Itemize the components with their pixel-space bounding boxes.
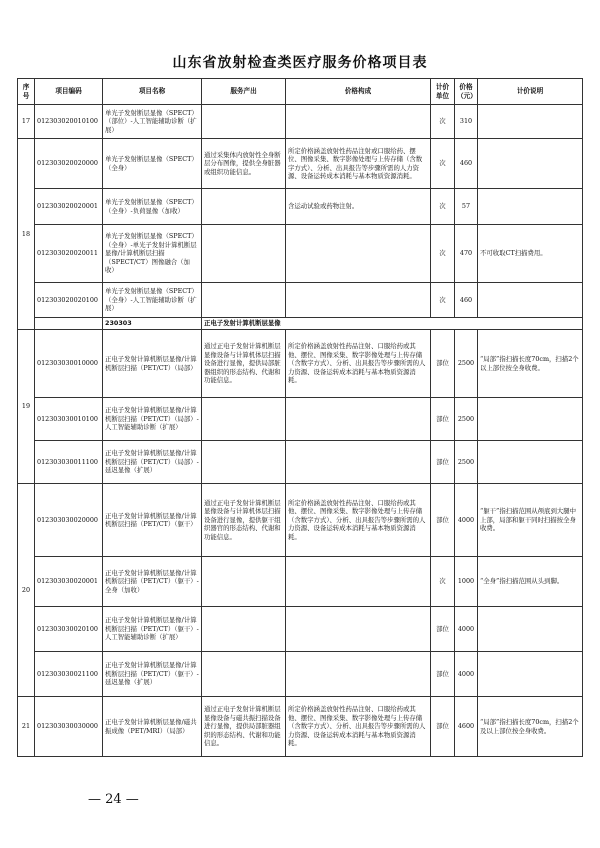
cell-output: 通过正电子发射计算机断层显像设备与计算机体层扫描设备进行显像，提供局部脏器组织的形态结构、代谢和功能信息。 — [202, 330, 286, 398]
cell-note — [478, 283, 583, 318]
cell-composition — [286, 225, 431, 283]
cell-price: 460 — [455, 139, 478, 189]
table-row — [18, 607, 583, 652]
cell-output — [202, 441, 286, 484]
cell-output — [202, 189, 286, 225]
cell-unit: 部位 — [431, 652, 455, 697]
table-row — [18, 484, 583, 557]
table-row — [18, 330, 583, 398]
cell-unit: 部位 — [431, 607, 455, 652]
cell-price: 4000 — [455, 607, 478, 652]
cell-code: 012303030011100 — [35, 441, 103, 484]
header-seq: 序号 — [18, 79, 35, 105]
cell-name: 正电子发射计算机断层显像/计算机断层扫描（PET/CT）（局部）-人工智能辅助诊断（扩展） — [103, 398, 202, 441]
cell-composition — [286, 441, 431, 484]
section-title: 正电子发射计算机断层显像 — [202, 318, 583, 330]
cell-unit: 部位 — [431, 330, 455, 398]
table-row — [18, 283, 583, 318]
cell-seq: 17 — [18, 105, 35, 139]
cell-code: 012303030020100 — [35, 607, 103, 652]
cell-name: 单光子发射断层显像（SPECT）（全身）-单光子发射计算机断层显像/计算机断层扫描（SPECT/CT）图像融合（加收） — [103, 225, 202, 283]
cell-note: “躯干”指扫描范围从颅底到大腿中上部，局部和躯干同时扫描按全身收费。 — [478, 484, 583, 557]
cell-note — [478, 652, 583, 697]
cell-price: 4000 — [455, 652, 478, 697]
cell-output: 通过正电子发射计算机断层显像设备与计算机体层扫描设备进行显像，提供躯干组织器官的形态结构、代谢和功能信息。 — [202, 484, 286, 557]
section-row — [18, 318, 583, 330]
cell-composition: 所定价格涵盖放射性药品注射、口服给药或其他、摆位、图像采集、数字影像处理与上传存储（含数字方式）、分析、出具报告等步骤所需的人力资源、设备运转成本消耗与基本物质资源消耗。 — [286, 697, 431, 757]
cell-code: 012303030020001 — [35, 557, 103, 607]
cell-unit: 部位 — [431, 484, 455, 557]
header-code: 项目编码 — [35, 79, 103, 105]
cell-price: 2500 — [455, 330, 478, 398]
cell-unit: 部位 — [431, 697, 455, 757]
cell-unit: 部位 — [431, 398, 455, 441]
cell-output — [202, 283, 286, 318]
cell-output — [202, 398, 286, 441]
cell-price: 4000 — [455, 484, 478, 557]
cell-composition — [286, 652, 431, 697]
table-row — [18, 398, 583, 441]
cell-output — [202, 105, 286, 139]
cell-note — [478, 398, 583, 441]
cell-name: 单光子发射断层显像（SPECT）（全身）-负荷显像（加收） — [103, 189, 202, 225]
cell-name: 正电子发射计算机断层显像/磁共振成像（PET/MRI）（局部） — [103, 697, 202, 757]
cell-code: 012303030010100 — [35, 398, 103, 441]
cell-name: 单光子发射断层显像（SPECT）（全身） — [103, 139, 202, 189]
table-row — [18, 189, 583, 225]
header-row — [18, 79, 583, 105]
cell-code: 012303030020000 — [35, 484, 103, 557]
table-row — [18, 225, 583, 283]
header-name: 项目名称 — [103, 79, 202, 105]
cell-unit: 次 — [431, 105, 455, 139]
cell-name: 正电子发射计算机断层显像/计算机断层扫描（PET/CT）（局部） — [103, 330, 202, 398]
cell-note: “局部”指扫描长度70cm，扫描2个以上部位按全身收费。 — [478, 330, 583, 398]
cell-unit: 次 — [431, 189, 455, 225]
cell-unit: 次 — [431, 557, 455, 607]
cell-price: 310 — [455, 105, 478, 139]
cell-price: 1000 — [455, 557, 478, 607]
header-composition: 价格构成 — [286, 79, 431, 105]
cell-name: 正电子发射计算机断层显像/计算机断层扫描（PET/CT）（躯干）-全身（加收） — [103, 557, 202, 607]
cell-composition — [286, 283, 431, 318]
header-unit: 计价单位 — [431, 79, 455, 105]
cell-composition: 所定价格涵盖放射性药品注射、口服给药或其他、摆位、图像采集、数字影像处理与上传存储（含数字方式）、分析、出具报告等步骤所需的人力资源、设备运转成本消耗与基本物质资源消耗。 — [286, 330, 431, 398]
cell-price: 470 — [455, 225, 478, 283]
cell-composition: 所定价格涵盖放射性药品注射或口服给药、摆位、图像采集、数字影像处理与上传存储（含数字方式）、分析、出具报告等步骤所需的人力资源、设备运转成本消耗与基本物质资源消耗。 — [286, 139, 431, 189]
cell-unit: 次 — [431, 283, 455, 318]
cell-composition — [286, 105, 431, 139]
cell-note — [478, 441, 583, 484]
cell-composition — [286, 398, 431, 441]
header-note: 计价说明 — [478, 79, 583, 105]
cell-note: “局部”指扫描长度70cm，扫描2个及以上部位按全身收费。 — [478, 697, 583, 757]
cell-seq: 19 — [18, 330, 35, 484]
cell-code: 012303020020011 — [35, 225, 103, 283]
table-row — [18, 697, 583, 757]
cell-seq: 18 — [18, 139, 35, 330]
table-row — [18, 105, 583, 139]
cell-note — [478, 607, 583, 652]
cell-note — [478, 105, 583, 139]
cell-composition — [286, 607, 431, 652]
cell-output — [202, 225, 286, 283]
cell-name: 正电子发射计算机断层显像/计算机断层扫描（PET/CT）（局部）-延迟显像（扩展） — [103, 441, 202, 484]
page-number: — 24 — — [88, 792, 139, 807]
cell-price: 460 — [455, 283, 478, 318]
cell-name: 正电子发射计算机断层显像/计算机断层扫描（PET/CT）（躯干）-延迟显像（扩展） — [103, 652, 202, 697]
cell-code: 012303030010000 — [35, 330, 103, 398]
cell-composition: 所定价格涵盖放射性药品注射、口服给药或其他、摆位、图像采集、数字影像处理与上传存储（含数字方式）、分析、出具报告等步骤所需的人力资源、设备运转成本消耗与基本物质资源消耗。 — [286, 484, 431, 557]
cell-output — [202, 607, 286, 652]
cell-name: 单光子发射断层显像（SPECT）（全身）-人工智能辅助诊断（扩展） — [103, 283, 202, 318]
cell-unit: 次 — [431, 225, 455, 283]
cell-output — [202, 557, 286, 607]
price-table — [17, 78, 583, 757]
cell-code: 012303020020000 — [35, 139, 103, 189]
cell-unit: 次 — [431, 139, 455, 189]
cell-name: 正电子发射计算机断层显像/计算机断层扫描（PET/CT）（躯干）-人工智能辅助诊断（扩展） — [103, 607, 202, 652]
table-row — [18, 652, 583, 697]
cell-unit: 部位 — [431, 441, 455, 484]
table-row — [18, 139, 583, 189]
cell-code: 012303030021100 — [35, 652, 103, 697]
cell-output: 通过采集体内放射性全身断层分布图像，提供全身脏器或组织功能信息。 — [202, 139, 286, 189]
cell-price: 2500 — [455, 398, 478, 441]
cell-output: 通过正电子发射计算机断层显像设备与磁共振扫描设备进行显像，提供局部脏器组织的形态结构、代谢和功能信息。 — [202, 697, 286, 757]
cell-seq: 20 — [18, 484, 35, 697]
cell-price: 57 — [455, 189, 478, 225]
cell-price: 4600 — [455, 697, 478, 757]
cell-code: 012303020020001 — [35, 189, 103, 225]
cell-note: “全身”指扫描范围从头到脚。 — [478, 557, 583, 607]
cell-composition — [286, 557, 431, 607]
cell-code: 012303020020100 — [35, 283, 103, 318]
header-output: 服务产出 — [202, 79, 286, 105]
cell-name: 正电子发射计算机断层显像/计算机断层扫描（PET/CT）（躯干） — [103, 484, 202, 557]
cell-note: 不可收取CT扫描费用。 — [478, 225, 583, 283]
cell-code: 012303020010100 — [35, 105, 103, 139]
table-row — [18, 441, 583, 484]
table-row — [18, 557, 583, 607]
cell-output — [202, 652, 286, 697]
header-price: 价格（元） — [455, 79, 478, 105]
section-code: 230303 — [103, 318, 202, 330]
cell-price: 2500 — [455, 441, 478, 484]
page-title: 山东省放射检查类医疗服务价格项目表 — [172, 55, 428, 71]
cell-composition: 含运动试验或药物注射。 — [286, 189, 431, 225]
cell-note — [478, 139, 583, 189]
cell-name: 单光子发射断层显像（SPECT）（部位）-人工智能辅助诊断（扩展） — [103, 105, 202, 139]
cell-code: 012303030030000 — [35, 697, 103, 757]
cell-seq: 21 — [18, 697, 35, 757]
cell-note — [478, 189, 583, 225]
